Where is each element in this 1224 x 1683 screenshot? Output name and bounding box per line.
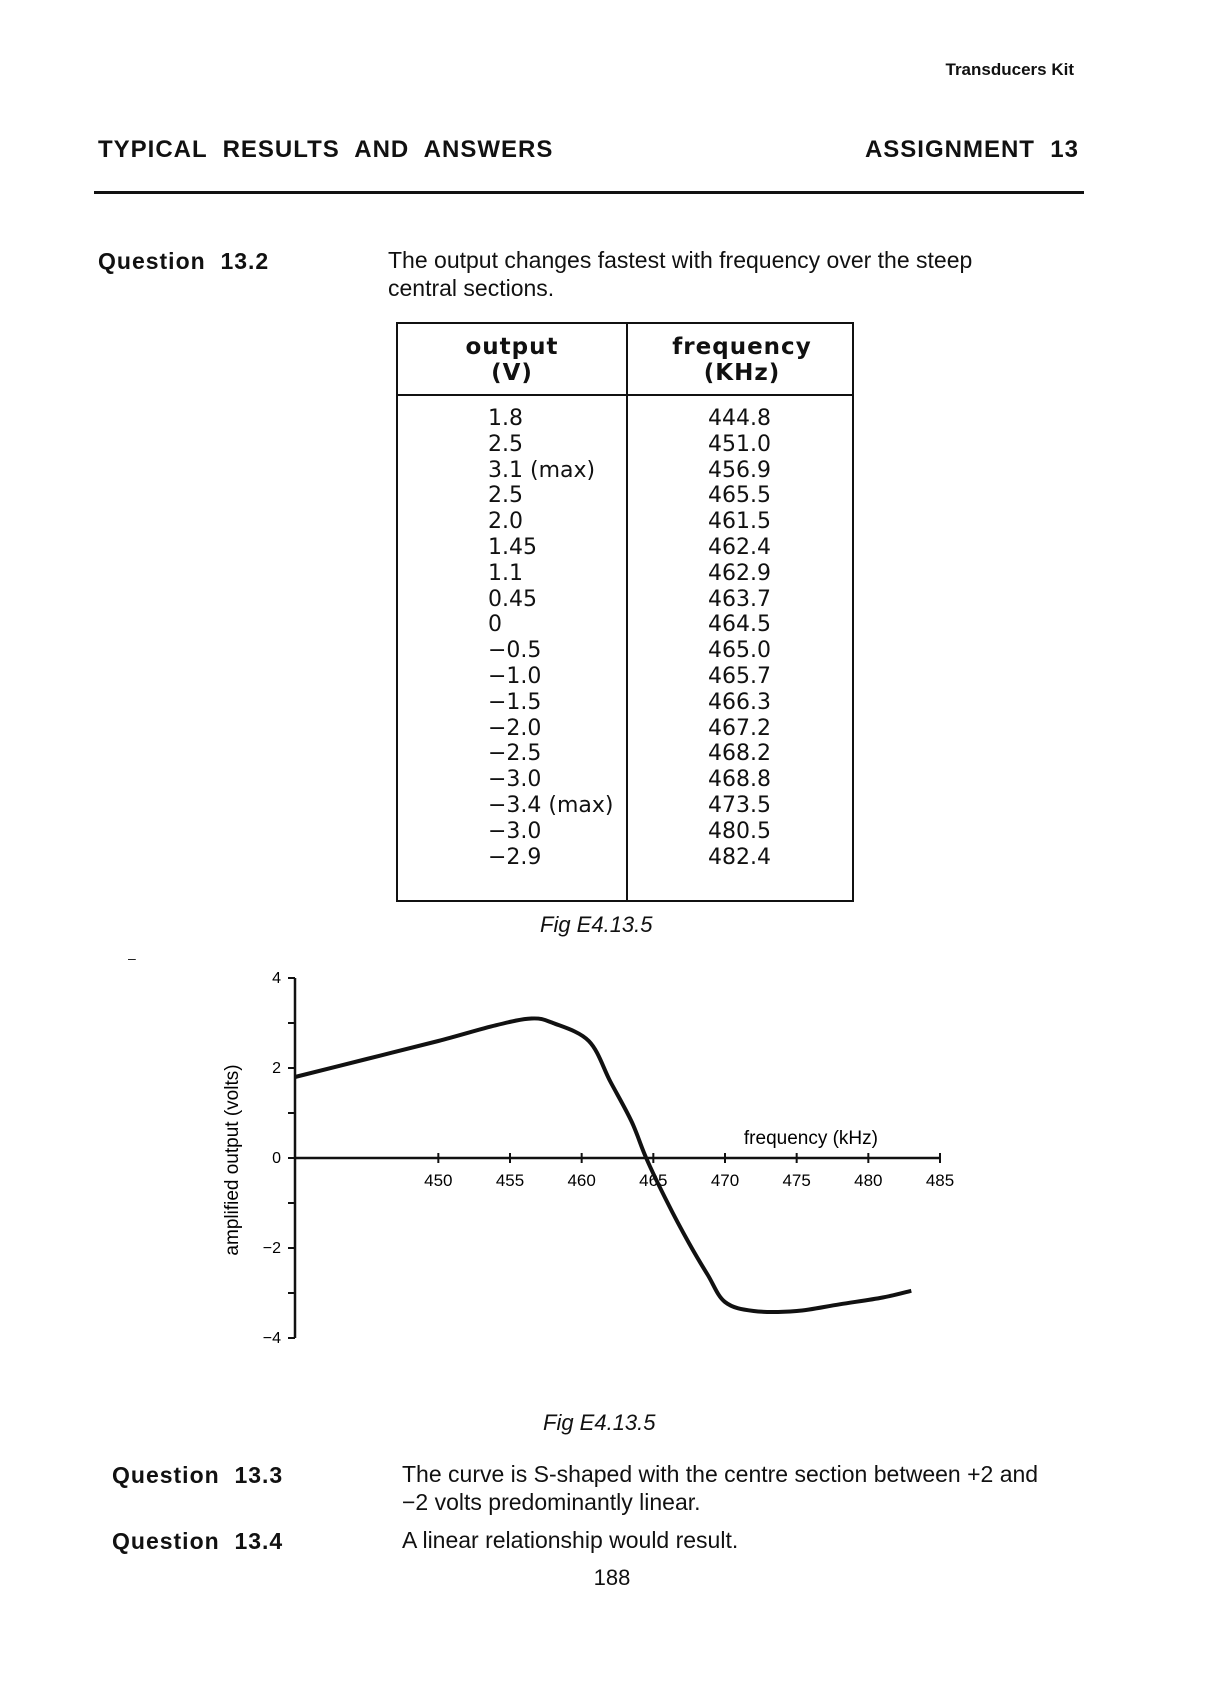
chart-caption: Fig E4.13.5 bbox=[543, 1410, 656, 1435]
output-cell: 0.45 bbox=[488, 586, 537, 612]
y-axis-label: amplified output (volts) bbox=[222, 1064, 243, 1256]
frequency-cell: 466.3 bbox=[708, 689, 771, 715]
y-tick-label: −4 bbox=[262, 1330, 281, 1347]
chart-axes bbox=[295, 978, 940, 1338]
frequency-cell: 473.5 bbox=[708, 792, 771, 818]
frequency-cell: 465.0 bbox=[708, 638, 771, 664]
output-cell: −1.5 bbox=[488, 689, 542, 715]
output-cell: 2.5 bbox=[488, 483, 523, 509]
column-divider bbox=[626, 324, 628, 900]
output-cell: 0 bbox=[488, 612, 502, 638]
output-cell: 1.45 bbox=[488, 534, 537, 560]
question-13-3-answer bbox=[402, 1460, 1038, 1516]
frequency-cell: 465.5 bbox=[708, 483, 771, 509]
frequency-cell: 462.9 bbox=[708, 560, 771, 586]
frequency-cell: 456.9 bbox=[708, 457, 771, 483]
question-13-3-answer-line1: The curve is S-shaped with the centre section between +2 and bbox=[402, 1461, 1039, 1487]
y-tick-label: 2 bbox=[272, 1060, 281, 1077]
frequency-cell: 465.7 bbox=[708, 663, 771, 689]
table-caption: Fig E4.13.5 bbox=[540, 912, 653, 937]
frequency-cell: 444.8 bbox=[708, 406, 771, 431]
frequency-cell: 462.4 bbox=[708, 534, 771, 560]
output-values bbox=[488, 406, 614, 870]
frequency-cell: 480.5 bbox=[708, 818, 771, 844]
header-rule bbox=[94, 191, 1084, 194]
y-tick-label: −2 bbox=[262, 1240, 281, 1257]
question-13-2-answer bbox=[388, 246, 972, 302]
output-cell: −2.0 bbox=[488, 715, 542, 741]
frequency-cell: 468.8 bbox=[708, 767, 771, 793]
response-curve bbox=[295, 1018, 911, 1312]
frequency-cell: 468.2 bbox=[708, 741, 771, 767]
frequency-cell: 451.0 bbox=[708, 431, 771, 457]
frequency-column-header bbox=[628, 334, 856, 386]
output-cell: −2.5 bbox=[488, 741, 542, 767]
question-13-3-label: Question 13.3 bbox=[112, 1462, 284, 1488]
frequency-header-line2: (KHz) bbox=[703, 360, 781, 386]
output-cell: 1.8 bbox=[488, 406, 523, 431]
kit-title: Transducers Kit bbox=[945, 60, 1074, 79]
question-13-3-answer-line2: −2 volts predominantly linear. bbox=[402, 1489, 701, 1515]
frequency-cell: 467.2 bbox=[708, 715, 771, 741]
output-cell: −3.0 bbox=[488, 767, 542, 793]
x-tick-label: 460 bbox=[567, 1171, 596, 1190]
frequency-header-line1: frequency bbox=[672, 334, 812, 360]
page-number: 188 bbox=[593, 1565, 631, 1590]
question-13-2-label: Question 13.2 bbox=[98, 248, 270, 274]
header-divider bbox=[398, 394, 852, 396]
stray-mark: – bbox=[128, 950, 136, 966]
x-axis-label: frequency (kHz) bbox=[743, 1128, 878, 1149]
output-header-line1: output bbox=[465, 334, 559, 360]
x-tick-label: 485 bbox=[925, 1171, 955, 1190]
results-table bbox=[396, 322, 854, 902]
output-cell: 2.5 bbox=[488, 431, 523, 457]
frequency-response-chart bbox=[200, 960, 960, 1420]
frequency-cell: 464.5 bbox=[708, 612, 771, 638]
output-cell: 1.1 bbox=[488, 560, 523, 586]
output-cell: 3.1 (max) bbox=[488, 457, 596, 483]
output-cell: −1.0 bbox=[488, 663, 542, 689]
output-cell: −0.5 bbox=[488, 638, 542, 664]
question-13-2-answer-line2: central sections. bbox=[388, 275, 555, 301]
x-tick-label: 470 bbox=[710, 1171, 740, 1190]
x-tick-label: 475 bbox=[782, 1171, 811, 1190]
x-tick-label: 450 bbox=[424, 1171, 453, 1190]
x-tick-label: 480 bbox=[854, 1171, 883, 1190]
output-column-header bbox=[398, 334, 626, 386]
question-13-2-answer-line1: The output changes fastest with frequency over the steep bbox=[388, 247, 973, 273]
y-tick-label: 4 bbox=[272, 970, 281, 987]
output-cell: 2.0 bbox=[488, 509, 523, 535]
question-13-4-label: Question 13.4 bbox=[112, 1528, 284, 1554]
output-cell: −3.0 bbox=[488, 818, 542, 844]
output-header-line2: (V) bbox=[491, 360, 533, 386]
frequency-cell: 463.7 bbox=[708, 586, 771, 612]
frequency-cell: 461.5 bbox=[708, 509, 771, 535]
x-tick-label: 455 bbox=[495, 1171, 525, 1190]
question-13-4-answer: A linear relationship would result. bbox=[402, 1527, 739, 1553]
output-cell: −2.9 bbox=[488, 844, 542, 870]
output-cell: −3.4 (max) bbox=[488, 792, 614, 818]
y-tick-label: 0 bbox=[272, 1150, 281, 1167]
frequency-cell: 482.4 bbox=[708, 844, 771, 870]
assignment-title: ASSIGNMENT 13 bbox=[864, 136, 1079, 163]
x-tick-label: 465 bbox=[639, 1171, 668, 1190]
section-title: TYPICAL RESULTS AND ANSWERS bbox=[98, 136, 554, 163]
frequency-values bbox=[708, 406, 771, 870]
